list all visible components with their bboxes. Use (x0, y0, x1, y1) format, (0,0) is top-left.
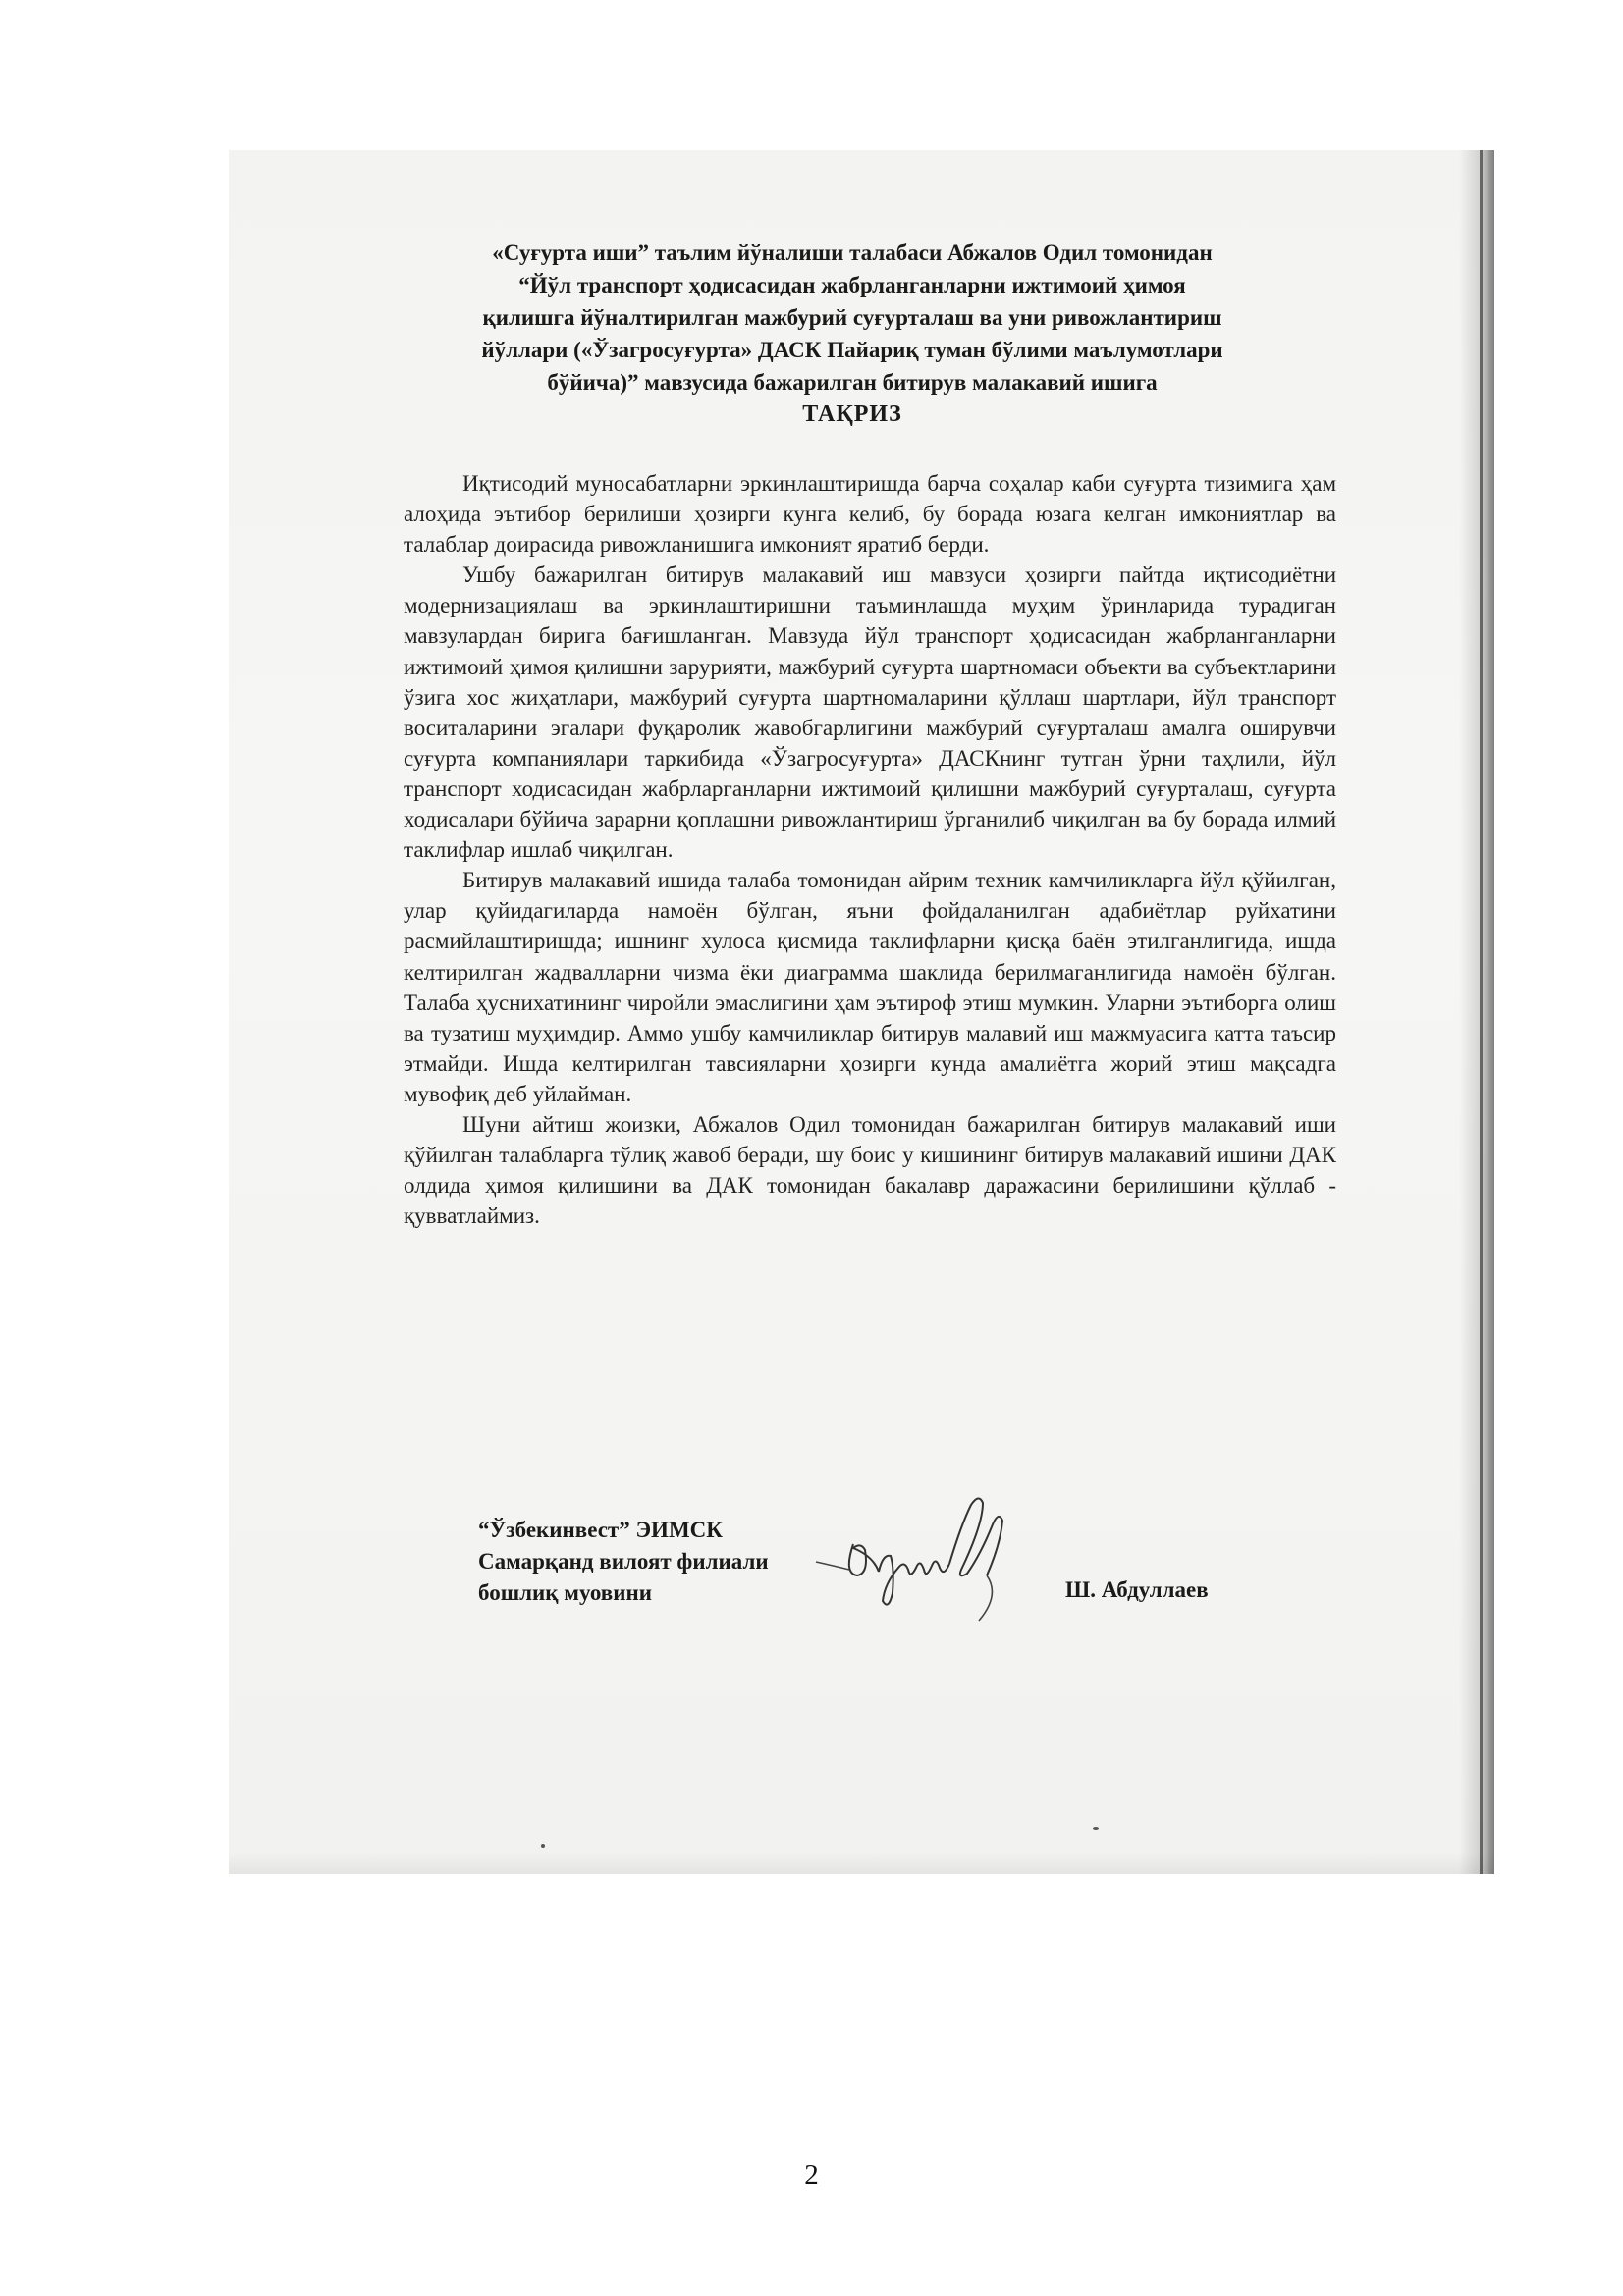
branch-name: Самарқанд вилоят филиали (478, 1549, 769, 1574)
signature-block (478, 1515, 769, 1609)
paragraph-1: Иқтисодий муносабатларни эркинлаштиришда барча соҳалар каби суғурта тизимига ҳам алоҳида эътибор берилиши ҳозирги кунга келиб, бу борада юзага келган имкониятлар ва талаблар доирасида ривожланишига имконият яратиб берди. (404, 471, 1336, 558)
paragraph-2: Ушбу бажарилган битирув малакавий иш мавзуси ҳозирги пайтда иқтисодиётни модернизациялаш ва эркинлаштиришни таъминлашда муҳим ўринларида турадиган мавзулардан бирига бағишланган. Мавзуда йўл транспорт ҳодисасидан жабрланганларни ижтимоий ҳимоя қилишни зарурияти, мажбурий суғурта шартномаси объекти ва субъектларини ўзига хос жиҳатлари, мажбурий суғурта шартномаларини қўллаш шартлари, йўл транспорт воситаларини эгалари фуқаролик жавобгарлигини мажбурий суғурталаш амалга оширувчи суғурта компаниялари таркибида «Ўзагросуғурта» ДАСКнинг тутган ўрни таҳлили, йўл транспорт ходисасидан жабрларганларни ижтимоий қилишни мажбурий суғурталаш, суғурта ходисалари бўйича зарарни қоплашни ривожлантириш ўрганилиб чиқилган ва бу борада илмий таклифлар ишлаб чиқилган. (404, 562, 1336, 863)
title-line-3: қилишга йўналтирилган мажбурий суғурталаш ва уни ривожлантириш (482, 305, 1222, 330)
paragraph-3: Битирув малакавий ишида талаба томонидан айрим техник камчиликларга йўл қўйилган, улар қуйидагиларда намоён бўлган, яъни фойдаланилган адабиётлар руйхатини расмийлаштиришда; ишнинг хулоса қисмида таклифларни қисқа баён этилганлигида, ишда келтирилган жадвалларни чизма ёки диаграмма шаклида берилмаганлигида намоён бўлган. Талаба ҳуснихатининг чиройли эмаслигини ҳам эътироф этиш мумкин. Уларни эътиборга олиш ва тузатиш муҳимдир. Аммо ушбу камчиликлар битирув малавий иш мажмуасига катта таъсир этмайди. Ишда келтирилган тавсияларни ҳозирги кунда амалиётга жорий этиш мақсадга мувофиқ деб уйлайман. (404, 868, 1336, 1106)
title-line-5: бўйича)” мавзусида бажарилган битирув малакавий ишига (547, 370, 1158, 395)
signer-position: бошлиқ муовини (478, 1580, 652, 1605)
scanned-page (229, 150, 1494, 1874)
page-number: 2 (804, 2160, 819, 2191)
title-line-1: «Суғурта иши” таълим йўналиши талабаси Абжалов Одил томонидан (492, 240, 1213, 265)
review-body (404, 468, 1336, 1231)
paragraph-4: Шуни айтиш жоизки, Абжалов Одил томонидан бажарилган битирув малакавий иши қўйилган талабларга тўлиқ жавоб беради, шу боис у кишининг битирув малакавий ишини ДАК олдида ҳимоя қилишини ва ДАК томонидан бакалавр даражасини берилишини қўллаб - қувватлаймиз. (404, 1111, 1336, 1229)
document-title (386, 237, 1319, 431)
scan-bottom-shadow (229, 1852, 1494, 1874)
handwritten-signature (814, 1485, 1040, 1623)
scan-edge-shadow (1459, 150, 1494, 1874)
review-heading: ТАҚРИЗ (802, 401, 902, 427)
scan-speck (1093, 1827, 1099, 1830)
title-line-4: йўллари («Ўзагросуғурта» ДАСК Пайариқ туман бўлими маълумотлари (481, 338, 1223, 362)
title-line-2: “Йўл транспорт ҳодисасидан жабрланганларни ижтимоий ҳимоя (518, 273, 1186, 297)
scan-speck (541, 1844, 545, 1848)
signer-name: Ш. Абдуллаев (1065, 1577, 1209, 1602)
organization-name: “Ўзбекинвест” ЭИМСК (478, 1518, 723, 1542)
scan-edge-line (1480, 150, 1483, 1874)
